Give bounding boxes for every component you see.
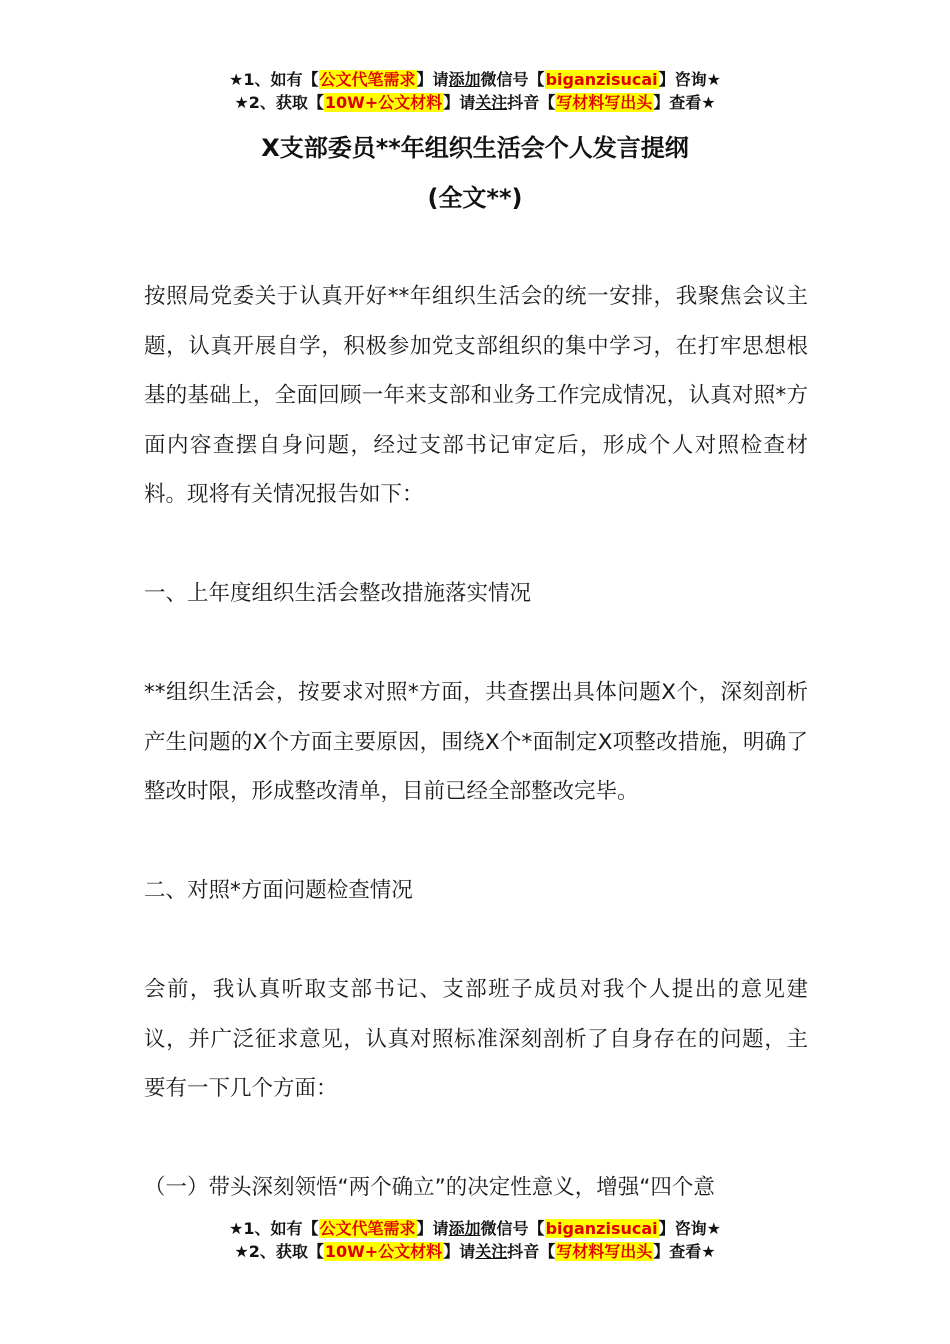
paragraph-spacer	[144, 619, 808, 669]
promo-text: 抖音【	[507, 93, 556, 112]
promo-highlight: 公文代笔需求	[319, 70, 416, 89]
promo-highlight: biganzisucai	[545, 70, 658, 89]
promo-text: 】请	[443, 93, 476, 112]
promo-highlight: 10W+公文材料	[324, 1242, 443, 1261]
document-title: X支部委员**年组织生活会个人发言提纲	[261, 134, 689, 162]
promo-text: 】咨询★	[658, 1219, 721, 1238]
promo-highlight: 10W+公文材料	[324, 93, 443, 112]
promo-text: ★1、如有【	[229, 1219, 319, 1238]
promo-text: 抖音【	[507, 1242, 556, 1261]
promo-text: ★2、获取【	[234, 93, 324, 112]
promo-line-1	[0, 1217, 950, 1240]
document-subtitle: (全文**)	[427, 184, 523, 212]
promo-text: 】请	[416, 70, 449, 89]
paragraph-preparation: 会前，我认真听取支部书记、支部班子成员对我个人提出的意见建议，并广泛征求意见，认真对照标准深刻剖析了自身存在的问题，主要有一下几个方面：	[144, 977, 808, 1101]
section-heading-2: 二、对照*方面问题检查情况	[144, 878, 413, 903]
promo-banner-bottom	[0, 1217, 950, 1263]
promo-highlight: 写材料写出头	[556, 93, 653, 112]
promo-text: 】请	[416, 1219, 449, 1238]
paragraph-rectification: **组织生活会，按要求对照*方面，共查摆出具体问题X个，深刻剖析产生问题的X个方面主要原因，围绕X个*面制定X项整改措施，明确了整改时限，形成整改清单，目前已经全部整改完毕。	[144, 680, 808, 804]
paragraph-spacer	[144, 520, 808, 570]
promo-line-1	[0, 68, 950, 91]
promo-underlined: 添加	[448, 1219, 481, 1238]
paragraph-spacer	[144, 916, 808, 966]
promo-text: 】咨询★	[658, 70, 721, 89]
paragraph-spacer	[144, 1114, 808, 1164]
section-heading-1: 一、上年度组织生活会整改措施落实情况	[144, 581, 532, 606]
promo-text: 】请	[443, 1242, 476, 1261]
promo-highlight: biganzisucai	[545, 1219, 658, 1238]
promo-line-2	[0, 1240, 950, 1263]
promo-text: 微信号【	[480, 1219, 545, 1238]
paragraph-subsection-1: （一）带头深刻领悟“两个确立”的决定性意义，增强“四个意	[144, 1175, 715, 1200]
promo-underlined: 添加	[448, 70, 481, 89]
promo-banner-top	[0, 68, 950, 114]
promo-highlight: 公文代笔需求	[319, 1219, 416, 1238]
promo-underlined: 关注	[475, 93, 508, 112]
promo-text: 微信号【	[480, 70, 545, 89]
promo-text: ★1、如有【	[229, 70, 319, 89]
promo-text: 】查看★	[653, 93, 716, 112]
promo-text: ★2、获取【	[234, 1242, 324, 1261]
paragraph-intro: 按照局党委关于认真开好**年组织生活会的统一安排，我聚焦会议主题，认真开展自学，积极参加党支部组织的集中学习，在打牢思想根基的基础上，全面回顾一年来支部和业务工作完成情况，认真对照*方面内容查摆自身问题，经过支部书记审定后，形成个人对照检查材料。现将有关情况报告如下：	[144, 284, 808, 507]
promo-line-2	[0, 91, 950, 114]
promo-highlight: 写材料写出头	[556, 1242, 653, 1261]
document-body	[144, 272, 808, 1213]
paragraph-spacer	[144, 817, 808, 867]
promo-text: 】查看★	[653, 1242, 716, 1261]
promo-underlined: 关注	[475, 1242, 508, 1261]
